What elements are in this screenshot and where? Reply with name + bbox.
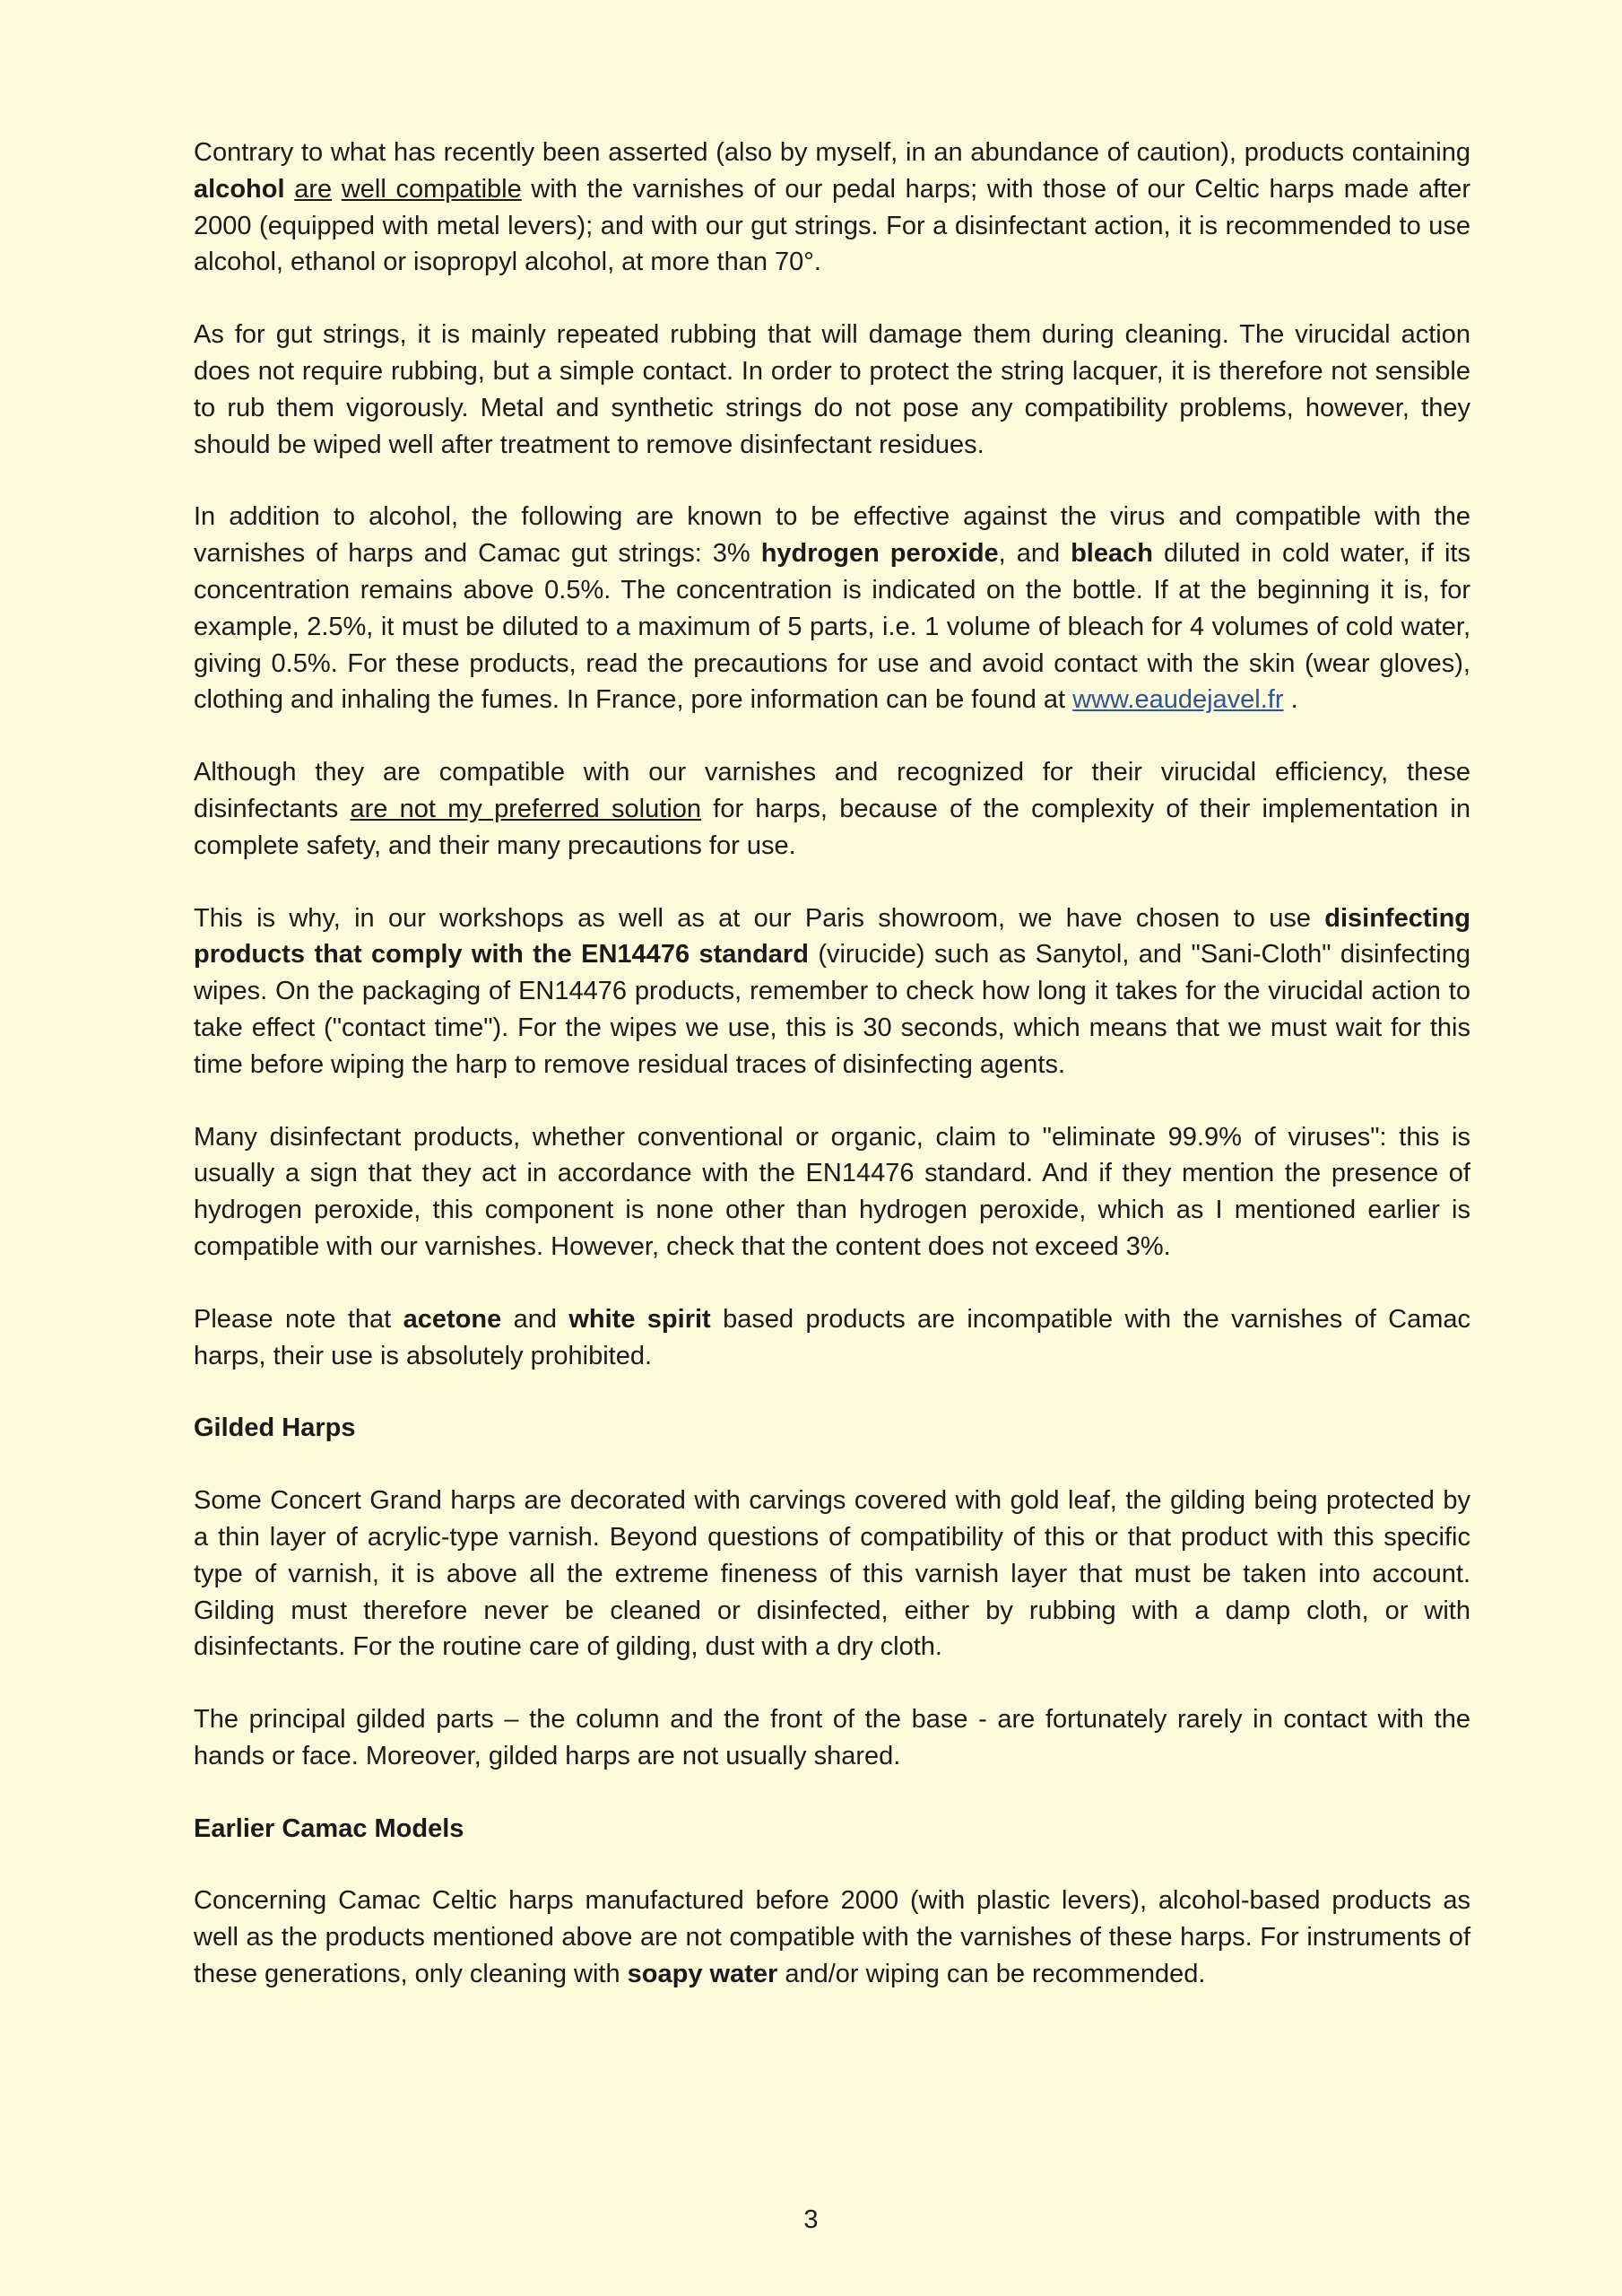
paragraph-not-preferred	[194, 754, 1470, 864]
paragraph-gilding-care: Some Concert Grand harps are decorated with carvings covered with gold leaf, the gilding being protected by a thin layer of acrylic-type varnish. Beyond questions of compatibility of this or that product with this specific type of varnish, it is above all the extreme fineness of this varnish layer that must be taken into account. Gilding must therefore never be cleaned or disinfected, either by rubbing with a damp cloth, or with disinfectants. For the routine care of gilding, dust with a dry cloth.	[194, 1486, 1470, 1662]
text-run: diluted in cold water, if its concentration remains above 0.5%. The concentration is indicated on the bottle. If at the beginning it is, for example, 2.5%, it must be diluted to a maximum of 5 parts, i.e. 1 volume of bleach for 4 volumes of cold water, giving 0.5%. For these products, read the precautions for use and avoid contact with the skin (wear gloves), clothing and inhaling the fumes. In France, pore information can be found at	[194, 539, 1470, 715]
text-run: Contrary to what has recently been asserted (also by myself, in an abundance of caution), products containing	[194, 138, 1470, 167]
paragraph-earlier-models	[194, 1883, 1470, 1992]
bold-term-bleach: bleach	[1071, 539, 1153, 569]
text-run: Concerning Camac Celtic harps manufactured before 2000 (with plastic levers), alcohol-based products as well as the products mentioned above are not compatible with the varnishes of these harps. For instruments of these generations, only cleaning with	[194, 1886, 1470, 1989]
page-number: 3	[803, 2205, 819, 2234]
underlined-are: are	[294, 174, 333, 204]
paragraph-alcohol-compatibility	[194, 135, 1470, 281]
text-run: In addition to alcohol, the following are known to be effective against the virus and compatible with the varnishes of harps and Camac gut strings: 3%	[194, 502, 1470, 569]
bold-term-acetone: acetone	[403, 1304, 502, 1334]
bold-term-soapy-water: soapy water	[627, 1960, 778, 1989]
underlined-not-preferred: are not my preferred solution	[350, 794, 702, 823]
paragraph-prohibited-products: Please note that acetone and white spirit based products are incompatible with the varnishes of Camac harps, their use is absolutely prohibited.	[194, 1304, 1471, 1370]
paragraph-99-percent-claim: Many disinfectant products, whether conventional or organic, claim to "eliminate 99.9% of viruses": this is usually a sign that they act in accordance with the EN14476 standard. And if they mention the presence of hydrogen peroxide, this component is none other than hydrogen peroxide, which as I mentioned earlier is compatible with our varnishes. However, check that the content does not exceed 3%.	[194, 1122, 1470, 1261]
bold-term-alcohol: alcohol	[194, 174, 285, 204]
document-page	[194, 135, 1470, 2029]
heading-earlier-camac-models: Earlier Camac Models	[194, 1813, 464, 1843]
text-run: Please note that	[194, 1304, 403, 1334]
paragraph-en14476-products	[194, 900, 1470, 1083]
text-run: This is why, in our workshops as well as at our Paris showroom, we have chosen to use	[194, 903, 1325, 933]
bold-term-hydrogen-peroxide: hydrogen peroxide	[760, 539, 999, 569]
bold-term-en14476: disinfecting products that comply with the EN14476 standard	[194, 903, 1470, 970]
eaudejavel-link[interactable]: www.eaudejavel.fr	[1072, 685, 1284, 715]
text-run: and/or wiping can be recommended.	[777, 1960, 1206, 1989]
paragraph-gilded-parts: The principal gilded parts – the column and the front of the base - are fortunately rarely in contact with the hands or face. Moreover, gilded harps are not usually shared.	[194, 1705, 1470, 1770]
text-run: with the varnishes of our pedal harps; with those of our Celtic harps made after 2000 (equipped with metal levers); and with our gut strings. For a disinfectant action, it is recommended to use alcohol, ethanol or isopropyl alcohol, at more than 70°.	[194, 174, 1470, 277]
text-run: for harps, because of the complexity of their implementation in complete safety, and their many precautions for use.	[194, 794, 1470, 860]
underlined-well-compatible: well compatible	[341, 174, 522, 204]
bold-term-white-spirit: white spirit	[568, 1304, 711, 1334]
paragraph-gut-strings: As for gut strings, it is mainly repeated rubbing that will damage them during cleaning. The virucidal action does not require rubbing, but a simple contact. In order to protect the string lacquer, it is therefore not sensible to rub them vigorously. Metal and synthetic strings do not pose any compatibility problems, however, they should be wiped well after treatment to remove disinfectant residues.	[194, 320, 1470, 459]
text-run: Although they are compatible with our varnishes and recognized for their virucidal efficiency, these disinfectants	[194, 758, 1470, 823]
text-run: based products are incompatible with the varnishes of Camac harps, their use is absolutely prohibited.	[194, 1304, 1471, 1370]
heading-gilded-harps: Gilded Harps	[194, 1413, 356, 1443]
paragraph-other-disinfectants: In addition to alcohol, the following are known to be effective against the virus and compatible with the varnishes of harps and Camac gut strings: 3% hydrogen peroxide, and bleach diluted in cold water, if its concentration remains above 0.5%. The concentration is indicated on the bottle. If at the beginning it is, for example, 2.5%, it must be diluted to a maximum of 5 parts, i.e. 1 volume of bleach for 4 volumes of cold water, giving 0.5%. For these products, read the precautions for use and avoid contact with the skin (wear gloves), clothing and inhaling the fumes. In France, pore information can be found at www.eaudejavel.fr .	[194, 502, 1470, 715]
text-run: (virucide) such as Sanytol, and "Sani-Cloth" disinfecting wipes. On the packaging of EN14476 products, remember to check how long it takes for the virucidal action to take effect ("contact time"). For the wipes we use, this is 30 seconds, which means that we must wait for this time before wiping the harp to remove residual traces of disinfecting agents.	[194, 940, 1470, 1079]
